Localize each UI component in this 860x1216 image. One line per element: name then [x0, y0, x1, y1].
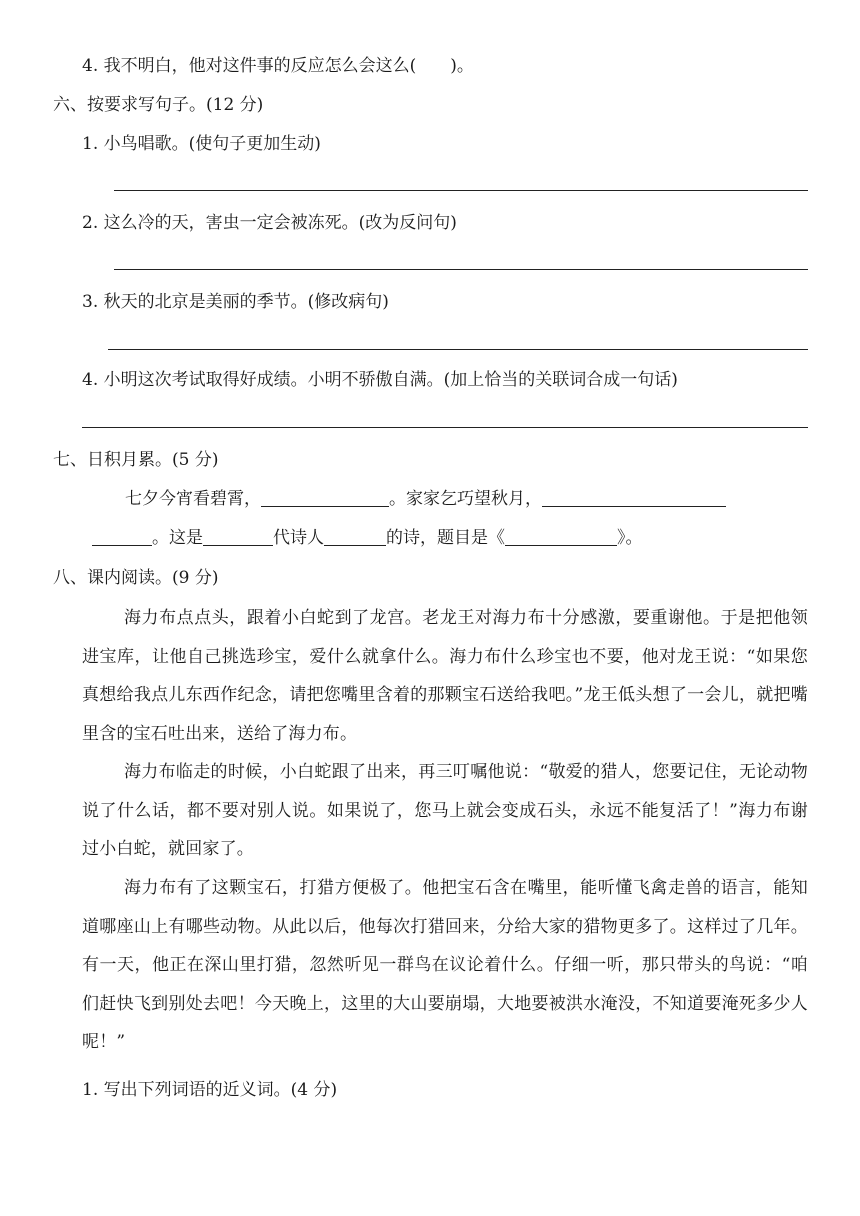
- reading-paragraph-1: 海力布点点头，跟着小白蛇到了龙宫。老龙王对海力布十分感激，要重谢他。于是把他领进宝库，让他自己挑选珍宝，爱什么就拿什么。海力布什么珍宝也不要，他对龙王说：“如果您真想给我点儿东西作纪念，请把您嘴里含着的那颗宝石送给我吧。”龙王低头想了一会儿，就把嘴里含的宝石吐出来，送给了海力布。: [82, 608, 808, 744]
- question-6-3: 3. 秋天的北京是美丽的季节。(修改病句): [82, 292, 389, 312]
- poem-blank-2[interactable]: [542, 488, 726, 507]
- poem-text-1: 七夕今宵看碧霄，: [125, 489, 261, 509]
- section-8-heading: 八、课内阅读。(9 分): [53, 568, 219, 588]
- question-6-4: 4. 小明这次考试取得好成绩。小明不骄傲自满。(加上恰当的关联词合成一句话): [82, 370, 678, 390]
- poem-fill-line-1: [125, 488, 726, 510]
- answer-line-6-2[interactable]: [114, 269, 808, 270]
- poem-text-6: 》。: [617, 528, 643, 548]
- title-blank[interactable]: [505, 527, 617, 546]
- poet-blank[interactable]: [324, 527, 386, 546]
- answer-line-6-4[interactable]: [82, 427, 808, 428]
- question-6-2: 2. 这么冷的天，害虫一定会被冻死。(改为反问句): [82, 213, 457, 233]
- poem-blank-1[interactable]: [261, 488, 389, 507]
- reading-paragraph-2: 海力布临走的时候，小白蛇跟了出来，再三叮嘱他说：“敬爱的猎人，您要记住，无论动物说了什么话，都不要对别人说。如果说了，您马上就会变成石头，永远不能复活了！”海力布谢过小白蛇，就回家了。: [82, 762, 808, 859]
- question-6-1: 1. 小鸟唱歌。(使句子更加生动): [82, 134, 321, 154]
- poem-text-2: 。家家乞巧望秋月，: [389, 489, 542, 509]
- poem-fill-line-2: [92, 527, 643, 549]
- poem-text-3: 。这是: [152, 528, 203, 548]
- section-6-heading: 六、按要求写句子。(12 分): [53, 95, 264, 115]
- reading-paragraph-3: 海力布有了这颗宝石，打猎方便极了。他把宝石含在嘴里，能听懂飞禽走兽的语言，能知道哪座山上有哪些动物。从此以后，他每次打猎回来，分给大家的猎物更多了。这样过了几年。有一天，他正在深山里打猎，忽然听见一群鸟在议论着什么。仔细一听，那只带头的鸟说：“咱们赶快飞到别处去吧！今天晚上，这里的大山要崩塌，大地要被洪水淹没，不知道要淹死多少人呢！”: [82, 878, 808, 1052]
- poem-text-5: 的诗，题目是《: [386, 528, 505, 548]
- poem-blank-2-cont[interactable]: [92, 527, 152, 546]
- question-5-4: 4. 我不明白，他对这件事的反应怎么会这么( )。: [82, 56, 474, 76]
- poem-text-4: 代诗人: [273, 528, 324, 548]
- answer-line-6-3[interactable]: [108, 349, 808, 350]
- question-8-1: 1. 写出下列词语的近义词。(4 分): [82, 1080, 338, 1100]
- dynasty-blank[interactable]: [203, 527, 273, 546]
- answer-line-6-1[interactable]: [114, 190, 808, 191]
- section-7-heading: 七、日积月累。(5 分): [53, 450, 219, 470]
